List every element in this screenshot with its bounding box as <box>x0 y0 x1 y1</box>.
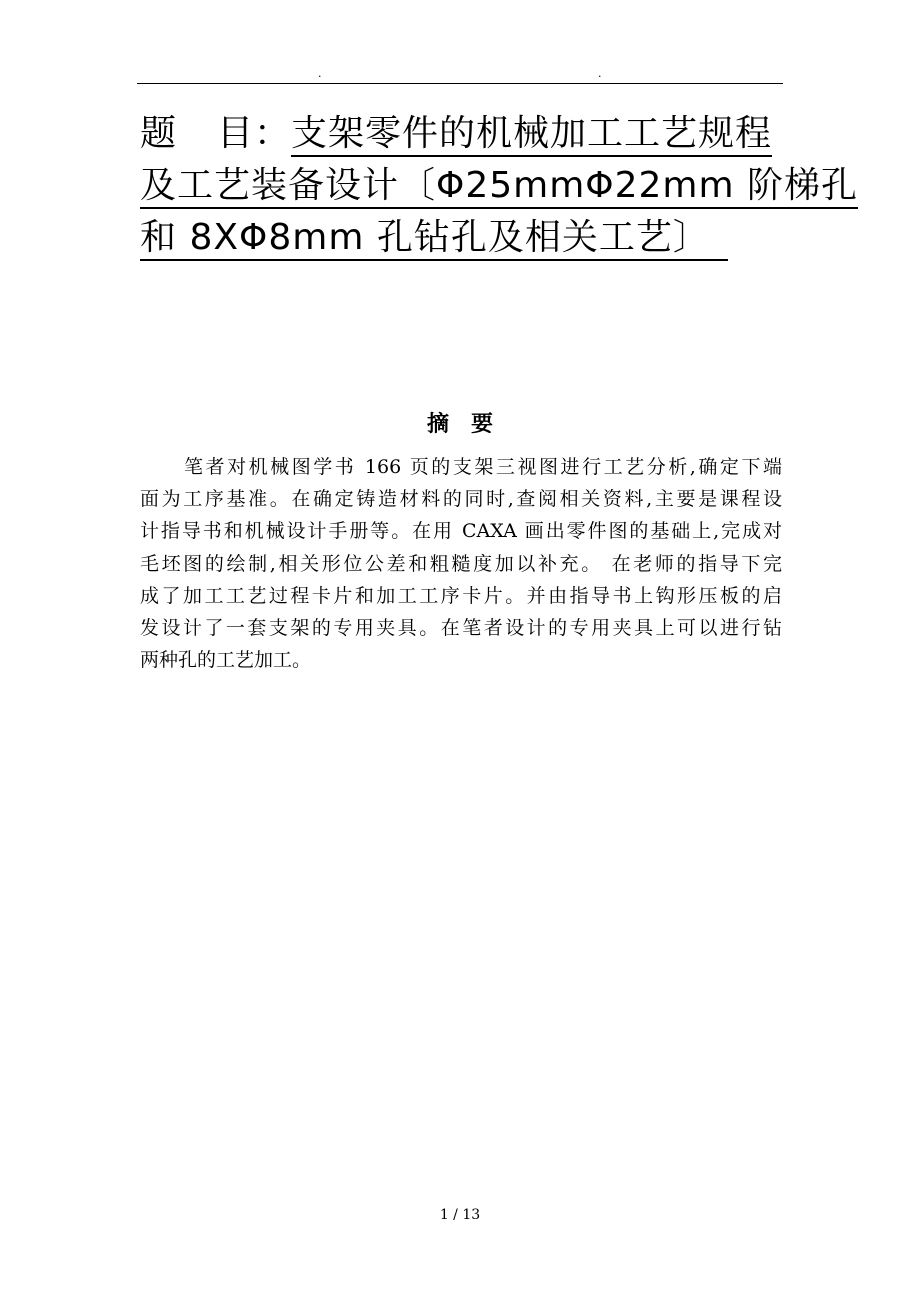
title-text-3: 和 8XΦ8mm 孔钻孔及相关工艺〕 <box>140 217 728 261</box>
abstract-line: 发设计了一套支架的专用夹具。在笔者设计的专用夹具上可以进行钻 <box>140 616 782 639</box>
abstract-line: 计指导书和机械设计手册等。在用 CAXA 画出零件图的基础上,完成对 <box>140 520 782 543</box>
abstract-line: 面为工序基准。在确定铸造材料的同时,查阅相关资料,主要是课程设 <box>140 488 782 511</box>
abstract-body <box>140 451 782 676</box>
title-text-1: 支架零件的机械加工工艺规程 <box>291 113 772 157</box>
title-line-3 <box>140 212 786 264</box>
header-rule <box>137 83 783 84</box>
header-mark-left: . <box>318 67 322 80</box>
abstract-line: 毛坯图的绘制,相关形位公差和粗糙度加以补充。 在老师的指导下完 <box>140 552 782 575</box>
header-mark-right: . <box>598 67 602 80</box>
title-text-2: 及工艺装备设计〔Φ25mmΦ22mm 阶梯孔 <box>140 165 858 209</box>
title-line-2 <box>140 160 859 212</box>
page-number: 1 / 13 <box>439 1207 481 1223</box>
title-label: 题 目： <box>140 113 292 154</box>
abstract-line: 两种孔的工艺加工。 <box>140 649 312 672</box>
abstract-heading: 摘要 <box>426 412 515 437</box>
abstract-line: 笔者对机械图学书 166 页的支架三视图进行工艺分析,确定下端 <box>184 456 782 478</box>
abstract-line: 成了加工工艺过程卡片和加工工序卡片。并由指导书上钩形压板的启 <box>140 584 782 607</box>
title-line-1 <box>140 108 786 160</box>
document-title <box>140 108 859 264</box>
